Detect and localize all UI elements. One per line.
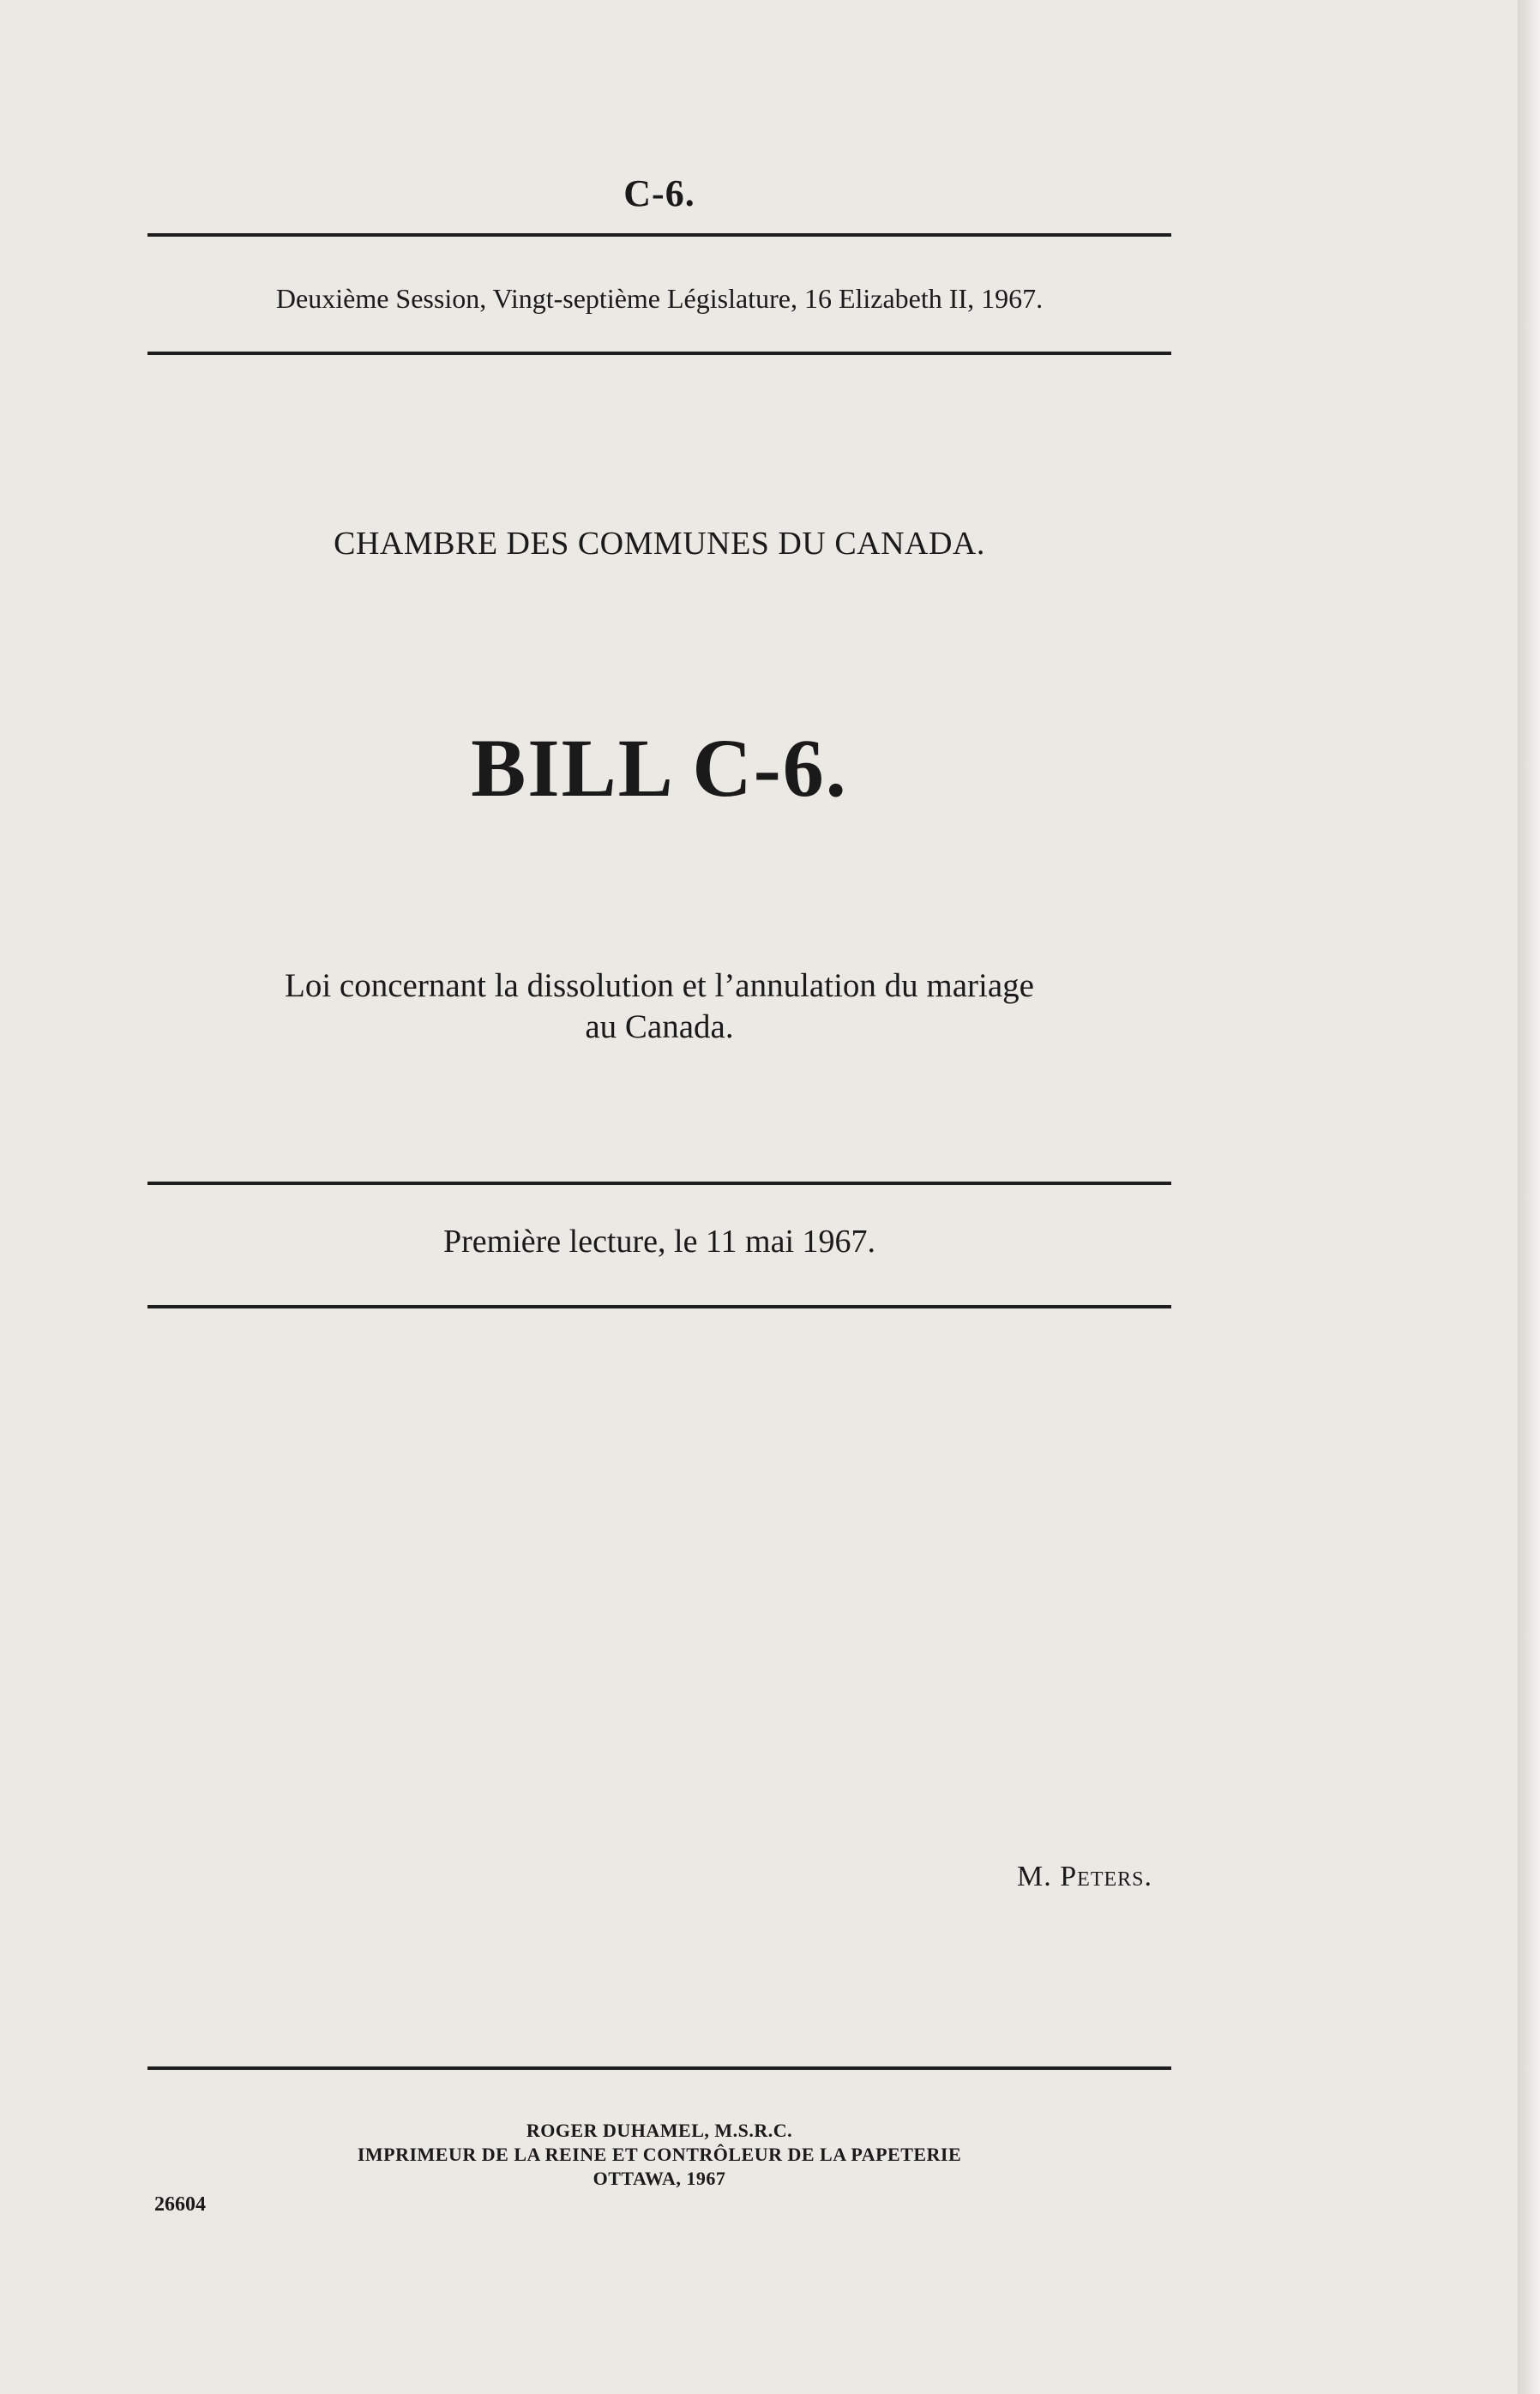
printer-name: ROGER DUHAMEL, M.S.R.C. [526, 2120, 793, 2141]
printer-title: IMPRIMEUR DE LA REINE ET CONTRÔLEUR DE LA PAPETERIE [357, 2144, 962, 2165]
first-reading-date: Première lecture, le 11 mai 1967. [442, 1224, 876, 1260]
divider-rule [147, 2066, 1171, 2070]
session-line: Deuxième Session, Vingt-septième Législature, 16 Elizabeth II, 1967. [275, 283, 1044, 314]
act-title [147, 965, 1171, 1048]
bill-number-heading: C-6. [623, 172, 695, 214]
sponsor-name: M. Peters. [1017, 1861, 1152, 1892]
act-title-line-1: Loi concernant la dissolution et l’annulation du mariage [285, 967, 1034, 1004]
divider-rule [147, 1182, 1171, 1185]
divider-rule [147, 1305, 1171, 1308]
divider-rule [147, 352, 1171, 355]
print-number: 26604 [154, 2193, 206, 2216]
chamber-title: CHAMBRE DES COMMUNES DU CANADA. [334, 526, 985, 562]
page-edge [1518, 0, 1540, 2394]
divider-rule [147, 233, 1171, 237]
act-title-line-2: au Canada. [585, 1008, 734, 1045]
printer-place: OTTAWA, 1967 [593, 2168, 726, 2189]
bill-title: BILL C-6. [471, 722, 848, 814]
